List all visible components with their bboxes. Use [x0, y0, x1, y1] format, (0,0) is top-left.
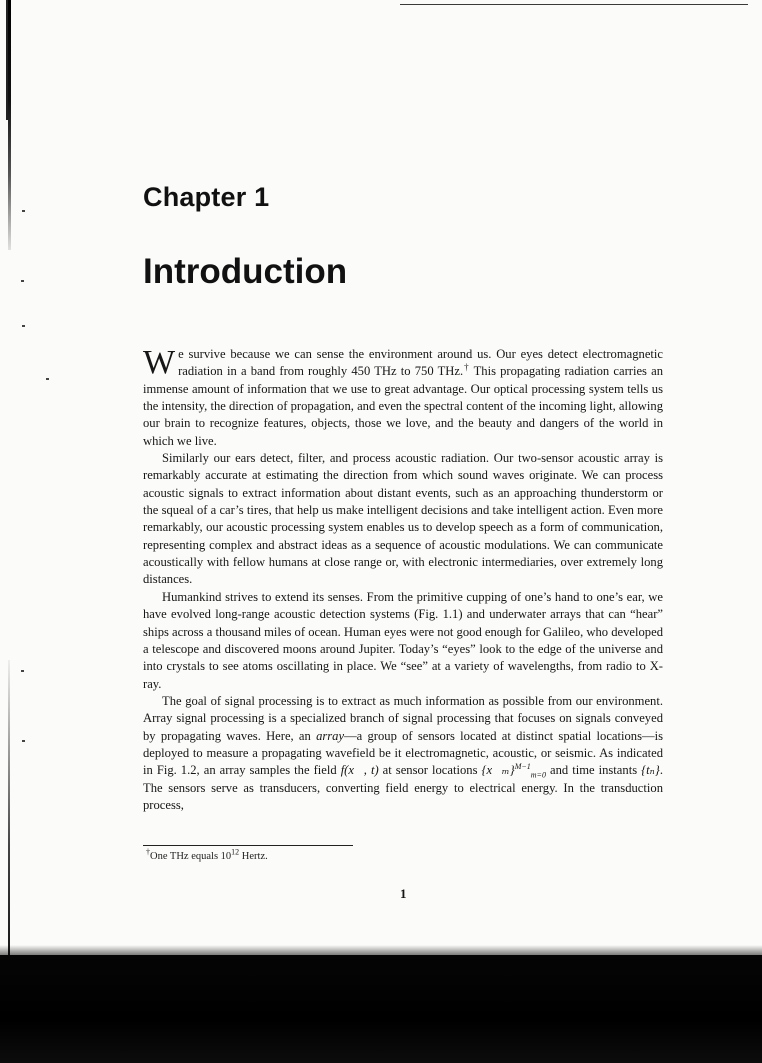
math-time-set: {tₙ}: [641, 763, 660, 778]
math-sensor-lower: m=0: [530, 770, 546, 780]
scan-speck: [22, 210, 25, 212]
page-number: 1: [400, 886, 407, 901]
footnote-dagger: †: [146, 847, 150, 857]
paragraph-4-text-e: . The sensors serve as transducers, converting field energy to electrical energy. In the transduction process,: [143, 763, 663, 812]
scan-bottom-shadow: [0, 955, 762, 1063]
paragraph-4-text-d: and time instants: [545, 763, 642, 778]
body-text: [143, 346, 663, 814]
footnote-rule: [143, 845, 353, 846]
binding-edge-shadow: [8, 0, 11, 250]
scan-top-rule: [400, 4, 748, 5]
footnote: [146, 847, 268, 862]
paragraph-3: Humankind strives to extend its senses. From the primitive cupping of one’s hand to one’s ear, we have evolved long-range acoustic detection systems (Fig. 1.1) and underwater arrays that can “hear” ships across a thousand miles of ocean. Human eyes were not good enough for Galileo, who developed a telescope and discovered moons around Jupiter. Today’s “eyes” look to the edge of the universe and into crystals to see atoms oscillating in place. We “see” at a variety of wavelengths, from radio to X-ray.: [143, 589, 663, 691]
footnote-marker: †: [463, 362, 470, 373]
chapter-label: Chapter 1: [143, 182, 270, 212]
scan-speck: [21, 670, 24, 672]
paragraph-4-text-a: The goal of signal processing is to extract as much information as possible from our environment. Array signal processing is a specialized branch of signal processing that focuses on signals conveyed by propagating waves. Here, an: [143, 693, 663, 743]
footnote-text-b: Hertz.: [239, 851, 268, 862]
scan-speck: [22, 325, 25, 327]
scan-speck: [21, 280, 24, 282]
math-sensor-upper: M−1: [514, 762, 531, 772]
binding-edge-shadow-inner: [6, 0, 8, 120]
footnote-text-a: One THz equals 10: [150, 851, 232, 862]
paragraph-1-text-a: e survive because we can sense the environment around us. Our eyes detect electromagnetic radiation in a band from roughly 450 THz to 750 THz.: [178, 347, 663, 379]
scan-speck: [22, 740, 25, 742]
drop-cap: W: [143, 344, 176, 381]
chapter-title: Introduction: [143, 252, 348, 291]
footnote-exponent: 12: [231, 847, 240, 857]
term-array: array: [316, 728, 345, 743]
paragraph-4: [143, 693, 663, 814]
binding-edge-shadow-lower: [8, 660, 10, 970]
paragraph-4-text-c: at sensor locations: [378, 763, 482, 778]
paragraph-2: Similarly our ears detect, filter, and process acoustic radiation. Our two-sensor acoustic array is remarkably accurate at estimating the direction from which sound waves originate. We can process acoustic signals to extract information about distant events, such as an approaching thunderstorm or the squeal of a car’s tires, that help us make intelligent decisions and take intelligent action. Even more remarkably, our acoustic processing system enables us to develop speech as a form of communication, representing complex and abstract ideas as a sequence of acoustic modulations. We can communicate acoustically with fellow humans at close range or, with electronic intermediaries, over extremely long distances.: [143, 451, 663, 587]
paragraph-4-text-b: —a group of sensors located at distinct spatial locations—is deployed to measure a propagating wavefield be it electromagnetic, acoustic, or seismic. As indicated in Fig. 1.2, an array samples the field: [143, 728, 663, 778]
paragraph-1-text-b: This propagating radiation carries an immense amount of information that we use to great advantage. Our optical processing system tells us the intensity, the direction of propagation, and even the spectral content of the incoming light, allowing our brain to recognize features, objects, those we love, and the beauty and dangers of the world in which we live.: [143, 364, 664, 448]
paragraph-1: [143, 346, 663, 450]
math-sensor-set: {x⃗ₘ}: [481, 763, 515, 778]
math-field: f(x⃗, t): [340, 763, 379, 778]
scan-speck: [46, 378, 49, 380]
